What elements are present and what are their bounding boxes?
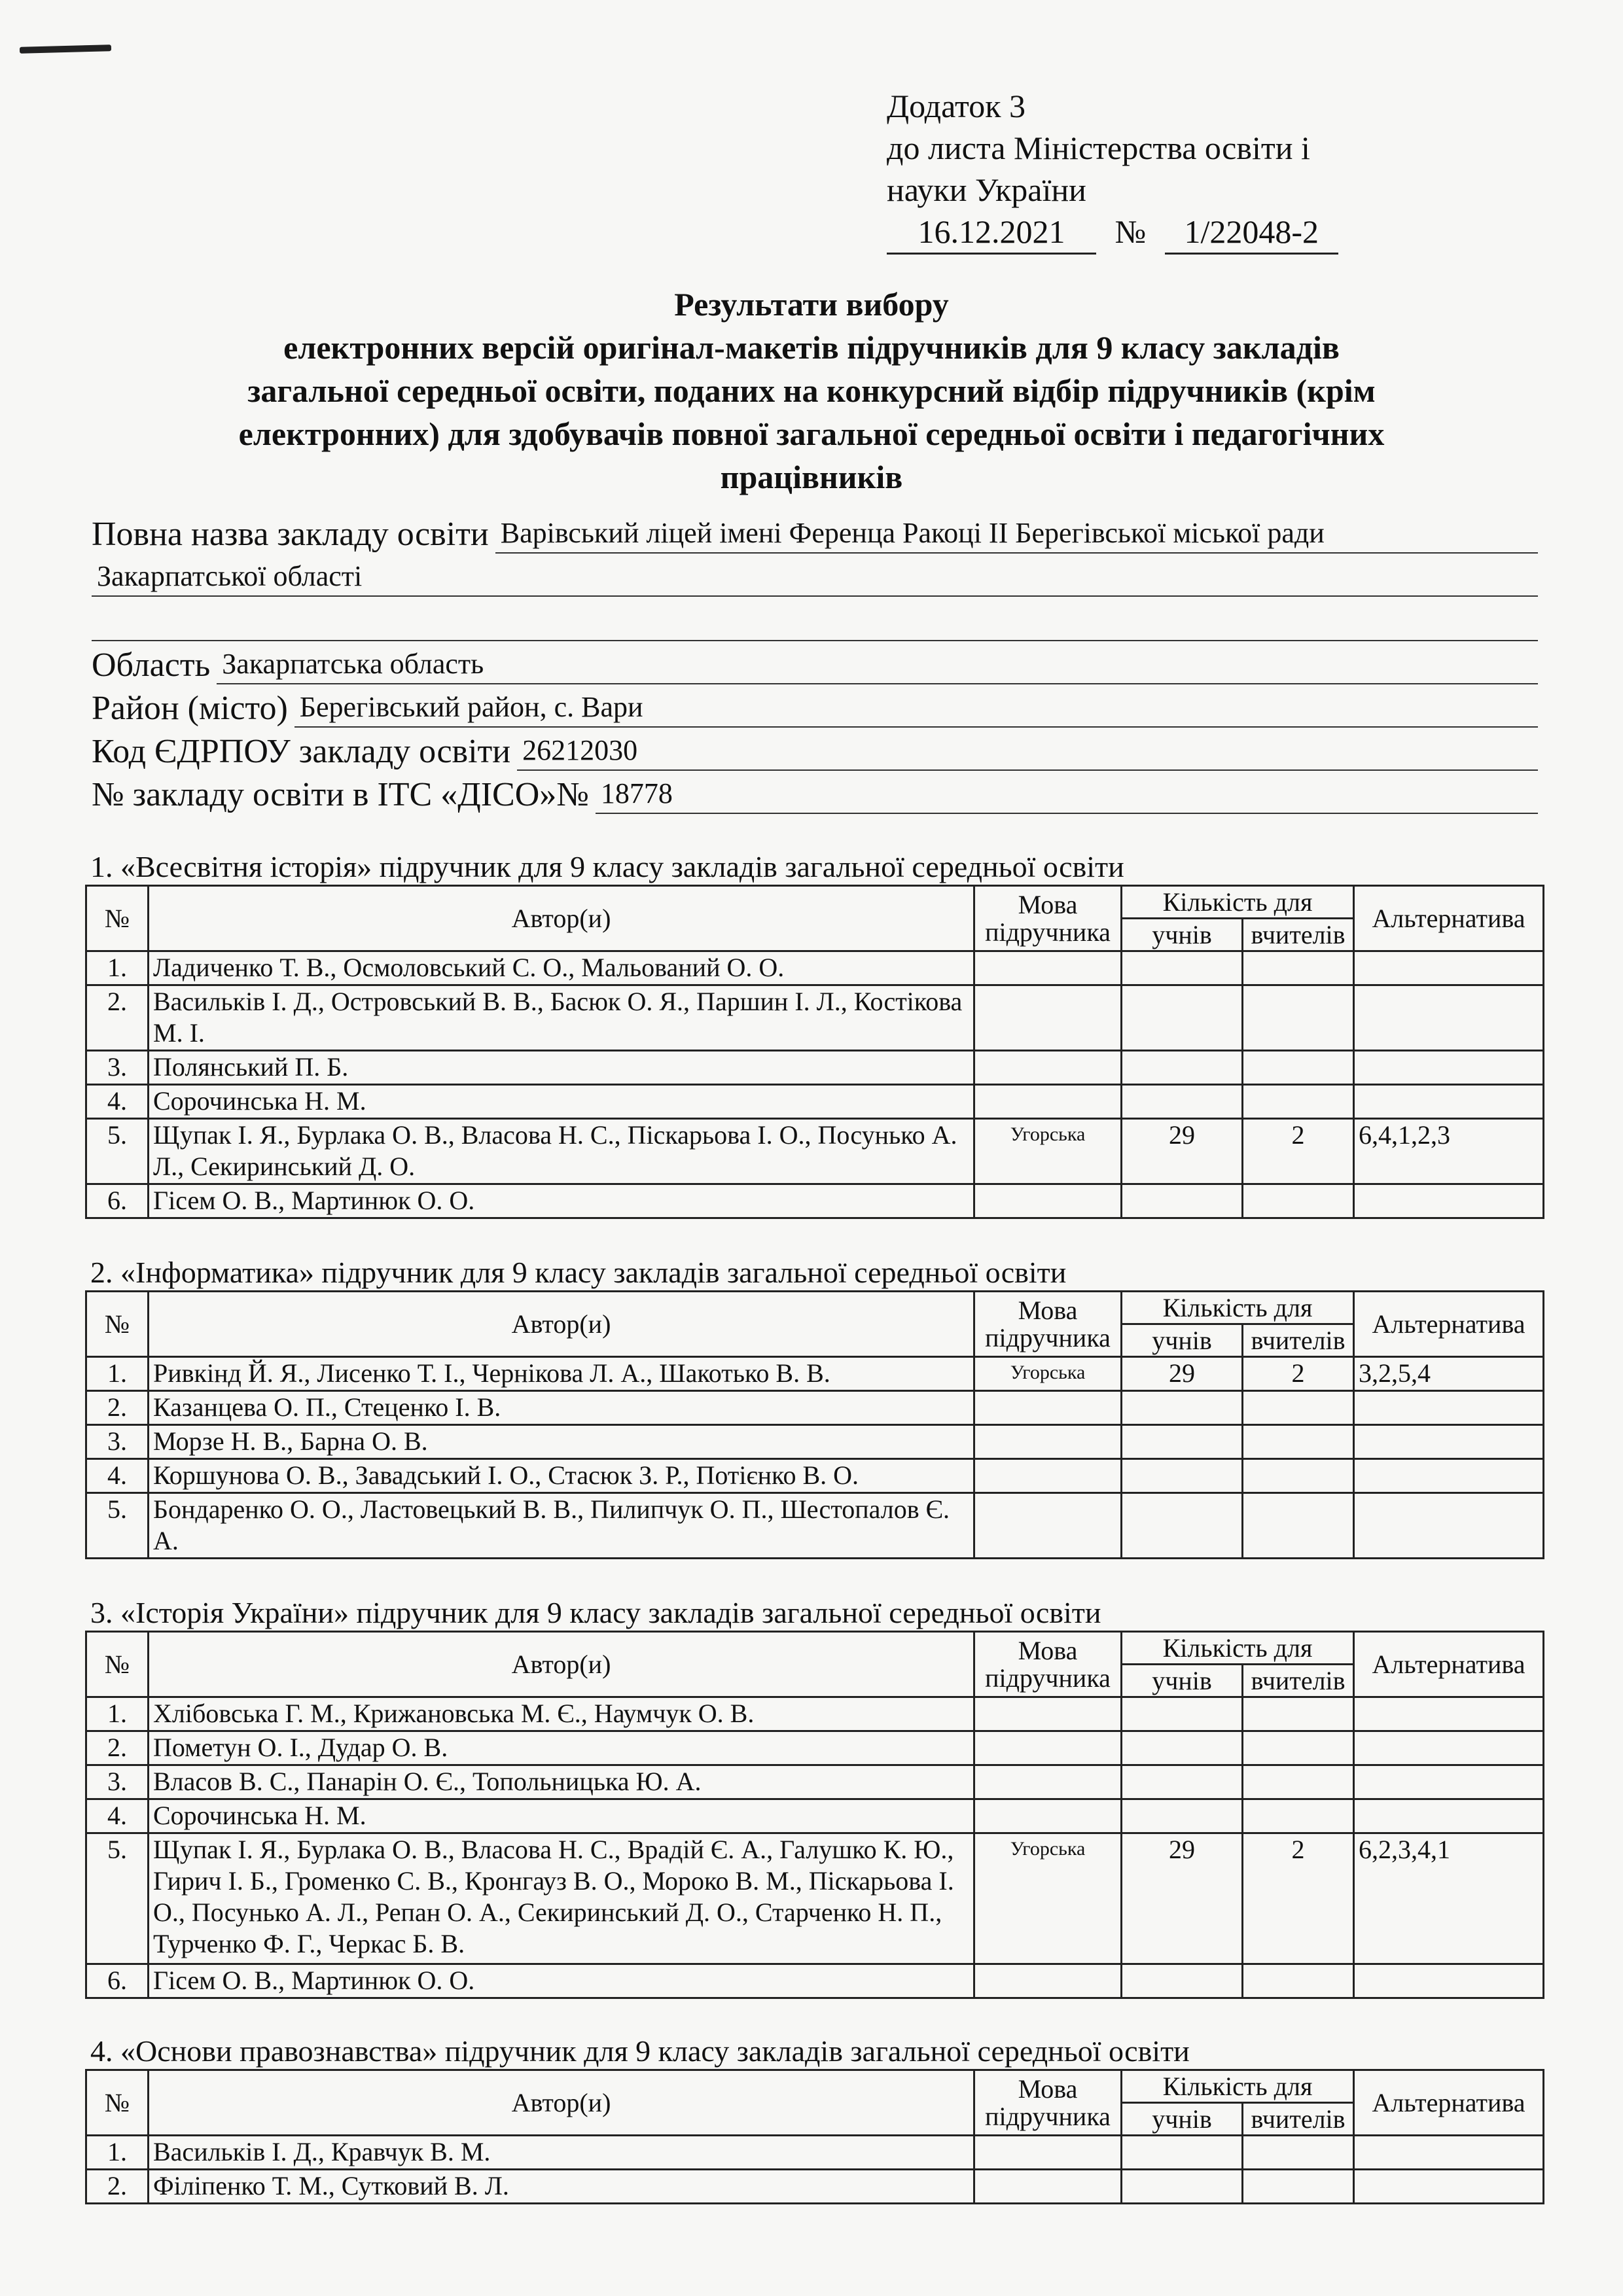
row-alternative xyxy=(1354,985,1544,1051)
row-authors: Щупак І. Я., Бурлака О. В., Власова Н. С., Піскарьова І. О., Посунько А. Л., Секиринський Д. О. xyxy=(149,1119,974,1184)
row-language xyxy=(974,1731,1122,1765)
row-teachers-count xyxy=(1243,1391,1354,1425)
appendix-line-2: до листа Міністерства освіти і xyxy=(887,130,1310,166)
row-number: 2. xyxy=(86,2170,149,2204)
header-alternative: Альтернатива xyxy=(1354,1632,1544,1697)
row-alternative xyxy=(1354,2136,1544,2170)
row-alternative: 3,2,5,4 xyxy=(1354,1357,1544,1391)
appendix-date-line xyxy=(887,211,1338,255)
row-pupils-count: 29 xyxy=(1122,1119,1243,1184)
row-number: 5. xyxy=(86,1119,149,1184)
table-row xyxy=(86,1964,1544,1998)
row-authors: Полянський П. Б. xyxy=(149,1051,974,1085)
blank-line xyxy=(92,597,1538,641)
row-language: Угорська xyxy=(974,1119,1122,1184)
header-language: Мова підручника xyxy=(974,1292,1122,1357)
row-alternative xyxy=(1354,2170,1544,2204)
table-row xyxy=(86,951,1544,985)
table-row xyxy=(86,1731,1544,1765)
district-value: Берегівський район, с. Вари xyxy=(294,690,1538,728)
edrpou-value: 26212030 xyxy=(517,733,1538,771)
row-authors: Хлібовська Г. М., Крижановська М. Є., Наумчук О. В. xyxy=(149,1697,974,1731)
row-number: 1. xyxy=(86,1357,149,1391)
table-row xyxy=(86,1357,1544,1391)
row-language xyxy=(974,1425,1122,1459)
school-name-value: Варівський ліцей імені Ференца Ракоці ІІ Берегівської міської ради xyxy=(495,516,1538,554)
row-alternative xyxy=(1354,1391,1544,1425)
row-teachers-count xyxy=(1243,985,1354,1051)
row-number: 1. xyxy=(86,1697,149,1731)
school-name-field-2 xyxy=(92,554,1538,597)
row-language: Угорська xyxy=(974,1833,1122,1964)
row-number: 5. xyxy=(86,1833,149,1964)
table-row xyxy=(86,1697,1544,1731)
row-teachers-count xyxy=(1243,1493,1354,1559)
title-line-2: електронних версій оригінал-макетів підручників для 9 класу закладів xyxy=(283,329,1340,366)
row-alternative xyxy=(1354,1459,1544,1493)
row-pupils-count xyxy=(1122,1964,1243,1998)
scan-mark xyxy=(20,44,111,54)
header-author: Автор(и) xyxy=(149,1632,974,1697)
header-number: № xyxy=(86,1292,149,1357)
row-alternative xyxy=(1354,1184,1544,1218)
table-row xyxy=(86,985,1544,1051)
header-alternative: Альтернатива xyxy=(1354,1292,1544,1357)
row-authors: Васильків І. Д., Кравчук В. М. xyxy=(149,2136,974,2170)
row-teachers-count: 2 xyxy=(1243,1833,1354,1964)
table-row xyxy=(86,1391,1544,1425)
row-language xyxy=(974,1051,1122,1085)
row-language xyxy=(974,951,1122,985)
row-teachers-count xyxy=(1243,1765,1354,1799)
textbook-table xyxy=(85,2069,1544,2204)
row-alternative xyxy=(1354,951,1544,985)
header-teachers: вчителів xyxy=(1243,2103,1354,2136)
header-teachers: вчителів xyxy=(1243,1665,1354,1697)
row-authors: Сорочинська Н. М. xyxy=(149,1085,974,1119)
row-alternative xyxy=(1354,1964,1544,1998)
row-teachers-count xyxy=(1243,951,1354,985)
section-3 xyxy=(85,1595,1544,1999)
row-language: Угорська xyxy=(974,1357,1122,1391)
header-number: № xyxy=(86,886,149,951)
row-teachers-count xyxy=(1243,1731,1354,1765)
row-teachers-count xyxy=(1243,1964,1354,1998)
header-author: Автор(и) xyxy=(149,2070,974,2136)
edrpou-label: Код ЄДРПОУ закладу освіти xyxy=(92,733,511,770)
row-authors: Бондаренко О. О., Ластовецький В. В., Пилипчук О. П., Шестопалов Є. А. xyxy=(149,1493,974,1559)
header-alternative: Альтернатива xyxy=(1354,2070,1544,2136)
title-line-4: електронних) для здобувачів повної загальної середньої освіти і педагогічних xyxy=(238,415,1385,452)
section-title: 2. «Інформатика» підручник для 9 класу закладів загальної середньої освіти xyxy=(90,1256,1067,1289)
row-pupils-count xyxy=(1122,2136,1243,2170)
row-number: 3. xyxy=(86,1425,149,1459)
row-language xyxy=(974,1799,1122,1833)
header-language: Мова підручника xyxy=(974,886,1122,951)
section-title: 4. «Основи правознавства» підручник для 9 класу закладів загальної середньої освіти xyxy=(90,2034,1190,2068)
header-language: Мова підручника xyxy=(974,2070,1122,2136)
row-authors: Гісем О. В., Мартинюк О. О. xyxy=(149,1964,974,1998)
row-number: 6. xyxy=(86,1964,149,1998)
row-number: 4. xyxy=(86,1085,149,1119)
row-alternative xyxy=(1354,1425,1544,1459)
header-teachers: вчителів xyxy=(1243,1324,1354,1357)
its-label: № закладу освіти в ІТС «ДІСО»№ xyxy=(92,776,589,813)
row-authors: Власов В. С., Панарін О. Є., Топольницька Ю. А. xyxy=(149,1765,974,1799)
title-line-1: Результати вибору xyxy=(674,286,949,323)
row-pupils-count xyxy=(1122,1051,1243,1085)
row-pupils-count xyxy=(1122,1425,1243,1459)
header-quantity: Кількість для xyxy=(1122,886,1354,919)
school-name-value-2: Закарпатської області xyxy=(92,559,1538,597)
district-label: Район (місто) xyxy=(92,690,288,727)
row-language xyxy=(974,2136,1122,2170)
table-row xyxy=(86,2136,1544,2170)
its-field xyxy=(92,771,1538,814)
textbook-table xyxy=(85,1290,1544,1559)
row-language xyxy=(974,1085,1122,1119)
header-pupils: учнів xyxy=(1122,1665,1243,1697)
header-teachers: вчителів xyxy=(1243,919,1354,951)
table-row xyxy=(86,1833,1544,1964)
section-1 xyxy=(85,849,1544,1219)
header-author: Автор(и) xyxy=(149,1292,974,1357)
row-alternative xyxy=(1354,1697,1544,1731)
row-number: 5. xyxy=(86,1493,149,1559)
row-authors: Щупак І. Я., Бурлака О. В., Власова Н. С., Врадій Є. А., Галушко К. Ю., Гирич І. Б., Громенко С. В., Кронгауз В. О., Мороко В. М., Піскарьова І. О., Посунько А. Л., Репан О. А., Секиринський Д. О., Старченко Н. П., Турченко Ф. Г., Черкас Б. В. xyxy=(149,1833,974,1964)
row-pupils-count: 29 xyxy=(1122,1357,1243,1391)
row-authors: Ривкінд Й. Я., Лисенко Т. І., Чернікова Л. А., Шакотько В. В. xyxy=(149,1357,974,1391)
row-authors: Коршунова О. В., Завадський І. О., Стасюк З. Р., Потієнко В. О. xyxy=(149,1459,974,1493)
row-authors: Гісем О. В., Мартинюк О. О. xyxy=(149,1184,974,1218)
table-row xyxy=(86,1119,1544,1184)
header-quantity: Кількість для xyxy=(1122,2070,1354,2103)
edrpou-field xyxy=(92,728,1538,771)
row-pupils-count xyxy=(1122,951,1243,985)
table-row xyxy=(86,1493,1544,1559)
row-teachers-count xyxy=(1243,2170,1354,2204)
header-pupils: учнів xyxy=(1122,1324,1243,1357)
table-row xyxy=(86,1425,1544,1459)
row-alternative xyxy=(1354,1051,1544,1085)
header-quantity: Кількість для xyxy=(1122,1292,1354,1324)
row-authors: Ладиченко Т. В., Осмоловський С. О., Мальований О. О. xyxy=(149,951,974,985)
row-pupils-count xyxy=(1122,1493,1243,1559)
textbook-table xyxy=(85,1631,1544,1999)
appendix-block xyxy=(887,85,1338,255)
its-value: 18778 xyxy=(596,777,1538,814)
row-language xyxy=(974,1459,1122,1493)
row-authors: Морзе Н. В., Барна О. В. xyxy=(149,1425,974,1459)
region-label: Область xyxy=(92,646,211,684)
row-teachers-count xyxy=(1243,1051,1354,1085)
row-teachers-count xyxy=(1243,1184,1354,1218)
table-row xyxy=(86,1799,1544,1833)
header-language: Мова підручника xyxy=(974,1632,1122,1697)
row-language xyxy=(974,1964,1122,1998)
school-fields xyxy=(92,510,1538,814)
title-line-5: працівників xyxy=(720,459,903,495)
row-pupils-count xyxy=(1122,1184,1243,1218)
section-4 xyxy=(85,2034,1544,2204)
school-name-field xyxy=(92,510,1538,554)
row-language xyxy=(974,1765,1122,1799)
row-pupils-count: 29 xyxy=(1122,1833,1243,1964)
row-alternative xyxy=(1354,1799,1544,1833)
row-teachers-count xyxy=(1243,1425,1354,1459)
row-pupils-count xyxy=(1122,1731,1243,1765)
row-teachers-count xyxy=(1243,2136,1354,2170)
row-alternative xyxy=(1354,1731,1544,1765)
appendix-line-1: Додаток 3 xyxy=(887,88,1026,124)
table-row xyxy=(86,1459,1544,1493)
row-authors: Сорочинська Н. М. xyxy=(149,1799,974,1833)
row-number: 2. xyxy=(86,1391,149,1425)
header-pupils: учнів xyxy=(1122,2103,1243,2136)
header-pupils: учнів xyxy=(1122,919,1243,951)
row-pupils-count xyxy=(1122,1697,1243,1731)
row-alternative xyxy=(1354,1085,1544,1119)
title-line-3: загальної середньої освіти, поданих на конкурсний відбір підручників (крім xyxy=(247,372,1376,409)
row-pupils-count xyxy=(1122,1085,1243,1119)
textbook-table xyxy=(85,885,1544,1219)
section-title: 1. «Всесвітня історія» підручник для 9 класу закладів загальної середньої освіти xyxy=(90,850,1124,883)
row-number: 1. xyxy=(86,951,149,985)
row-pupils-count xyxy=(1122,2170,1243,2204)
row-teachers-count: 2 xyxy=(1243,1357,1354,1391)
row-alternative: 6,4,1,2,3 xyxy=(1354,1119,1544,1184)
row-teachers-count xyxy=(1243,1799,1354,1833)
row-teachers-count: 2 xyxy=(1243,1119,1354,1184)
row-authors: Казанцева О. П., Стеценко І. В. xyxy=(149,1391,974,1425)
header-number: № xyxy=(86,1632,149,1697)
row-pupils-count xyxy=(1122,1799,1243,1833)
row-teachers-count xyxy=(1243,1459,1354,1493)
region-field xyxy=(92,641,1538,684)
row-number: 4. xyxy=(86,1799,149,1833)
row-language xyxy=(974,1493,1122,1559)
row-number: 3. xyxy=(86,1051,149,1085)
document-title xyxy=(85,283,1538,499)
row-authors: Васильків І. Д., Островський В. В., Басюк О. Я., Паршин І. Л., Костікова М. І. xyxy=(149,985,974,1051)
header-number: № xyxy=(86,2070,149,2136)
letter-number: 1/22048-2 xyxy=(1165,211,1338,255)
table-row xyxy=(86,1765,1544,1799)
row-pupils-count xyxy=(1122,1391,1243,1425)
row-pupils-count xyxy=(1122,1765,1243,1799)
section-2 xyxy=(85,1255,1544,1559)
row-language xyxy=(974,2170,1122,2204)
row-number: 3. xyxy=(86,1765,149,1799)
row-pupils-count xyxy=(1122,985,1243,1051)
row-language xyxy=(974,985,1122,1051)
row-teachers-count xyxy=(1243,1697,1354,1731)
row-number: 1. xyxy=(86,2136,149,2170)
school-name-label: Повна назва закладу освіти xyxy=(92,516,489,553)
row-alternative xyxy=(1354,1765,1544,1799)
row-language xyxy=(974,1391,1122,1425)
row-alternative: 6,2,3,4,1 xyxy=(1354,1833,1544,1964)
number-sign: № xyxy=(1115,213,1147,250)
row-authors: Пометун О. І., Дудар О. В. xyxy=(149,1731,974,1765)
appendix-line-3: науки України xyxy=(887,171,1086,208)
row-number: 6. xyxy=(86,1184,149,1218)
region-value: Закарпатська область xyxy=(217,647,1538,684)
row-number: 4. xyxy=(86,1459,149,1493)
district-field xyxy=(92,684,1538,728)
header-author: Автор(и) xyxy=(149,886,974,951)
row-number: 2. xyxy=(86,985,149,1051)
row-language xyxy=(974,1697,1122,1731)
section-title: 3. «Історія України» підручник для 9 класу закладів загальної середньої освіти xyxy=(90,1596,1101,1629)
table-row xyxy=(86,1051,1544,1085)
header-quantity: Кількість для xyxy=(1122,1632,1354,1665)
table-row xyxy=(86,1085,1544,1119)
table-row xyxy=(86,2170,1544,2204)
header-alternative: Альтернатива xyxy=(1354,886,1544,951)
row-teachers-count xyxy=(1243,1085,1354,1119)
row-pupils-count xyxy=(1122,1459,1243,1493)
row-alternative xyxy=(1354,1493,1544,1559)
row-authors: Філіпенко Т. М., Сутковий В. Л. xyxy=(149,2170,974,2204)
letter-date: 16.12.2021 xyxy=(887,211,1096,255)
table-row xyxy=(86,1184,1544,1218)
row-language xyxy=(974,1184,1122,1218)
row-number: 2. xyxy=(86,1731,149,1765)
